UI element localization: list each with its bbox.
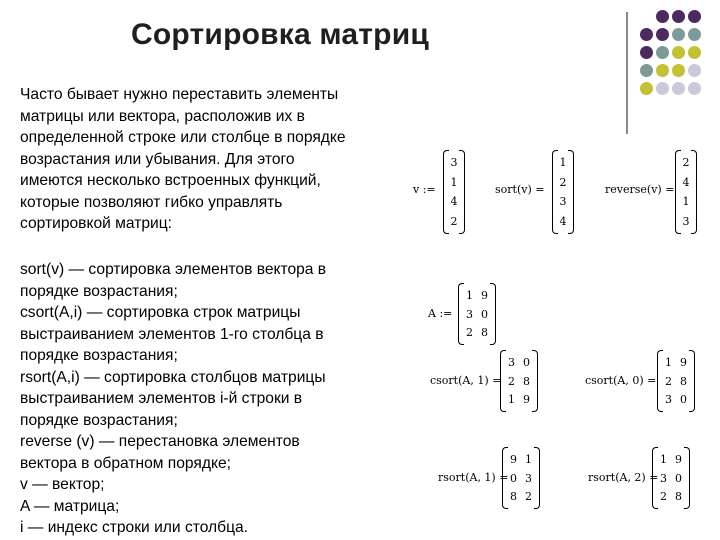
matrix-cell: 2	[682, 156, 690, 170]
matrix-cell: 8	[523, 374, 530, 388]
matrix-cell: 2	[559, 175, 567, 189]
slide-title: Сортировка матриц	[131, 18, 429, 51]
matrix-cell: 0	[675, 471, 682, 485]
decor-dot	[688, 64, 701, 77]
decor-dot	[688, 28, 701, 41]
vector-v	[443, 150, 465, 234]
matrix-cell: 1	[665, 355, 672, 369]
matrix-cell: 0	[523, 355, 530, 369]
math-label: v :=	[413, 183, 436, 196]
definition-line: rsort(A,i) — сортировка столбцов матрицы	[20, 368, 326, 386]
matrix-cell: 1	[682, 195, 690, 209]
definition-line: выстраиванием элементов i-й строки в	[20, 390, 303, 407]
definition-line: вектора в обратном порядке;	[20, 454, 231, 472]
math-label: A :=	[428, 307, 453, 320]
decor-dot	[672, 64, 685, 77]
decor-dot	[672, 28, 685, 41]
decor-dot	[688, 82, 701, 95]
matrix-csort-A1	[500, 350, 538, 412]
matrix-cell: 3	[682, 214, 690, 228]
definition-line: порядке возрастания;	[20, 282, 178, 300]
math-label: csort(A, 0) =	[585, 374, 657, 387]
matrix-cell: 3	[508, 355, 515, 369]
vector-reverse-v	[675, 150, 697, 234]
matrix-cell: 1	[525, 452, 532, 466]
definition-line: sort(v) — сортировка элементов вектора в	[20, 261, 327, 278]
matrix-cell: 4	[682, 175, 690, 189]
matrix-csort-A0	[657, 350, 695, 412]
matrix-cell: 3	[665, 393, 672, 407]
matrix-cell: 8	[510, 490, 517, 504]
math-label: rsort(A, 2) =	[588, 471, 659, 484]
matrix-cell: 9	[510, 452, 517, 466]
decor-dot	[656, 28, 669, 41]
matrix-cell: 8	[481, 326, 488, 340]
definitions-list	[20, 259, 430, 539]
matrix-cell: 2	[665, 374, 672, 388]
definition-line: порядке возрастания;	[20, 347, 178, 364]
decor-dot	[656, 64, 669, 77]
definition-line: A — матрица;	[20, 497, 120, 515]
matrix-cell: 9	[675, 452, 682, 466]
decor-dot	[656, 10, 669, 23]
math-label: reverse(v) =	[605, 183, 675, 196]
decor-dot	[640, 82, 653, 95]
matrix-cell: 8	[680, 374, 687, 388]
math-label: csort(A, 1) =	[430, 374, 502, 387]
matrix-cell: 4	[559, 214, 567, 228]
matrix-cell: 2	[660, 490, 667, 504]
math-label: sort(v) =	[495, 183, 545, 196]
matrix-cell: 9	[680, 355, 687, 369]
decor-dot	[688, 10, 701, 23]
matrix-cell: 8	[675, 490, 682, 504]
decor-dot	[640, 64, 653, 77]
definition-line: i — индекс строки или столбца.	[20, 519, 249, 536]
matrix-cell: 2	[525, 490, 532, 504]
matrix-cell: 3	[525, 471, 532, 485]
matrix-rsort-A1	[502, 447, 540, 509]
matrix-cell: 3	[660, 471, 667, 485]
decor-dot	[656, 82, 669, 95]
matrix-cell: 1	[559, 156, 567, 170]
paragraph-line: определенной строке или столбце в порядке	[20, 129, 346, 146]
decor-dot	[640, 28, 653, 41]
matrix-cell: 9	[481, 288, 488, 302]
matrix-cell: 3	[466, 307, 473, 321]
paragraph-line: Часто бывает нужно переставить элементы	[20, 86, 339, 103]
matrix-rsort-A2	[652, 447, 690, 509]
decor-dot	[672, 46, 685, 59]
matrix-cell: 2	[466, 326, 473, 340]
matrix-cell: 2	[508, 374, 515, 388]
decor-dot	[672, 82, 685, 95]
matrix-cell: 4	[450, 195, 458, 209]
decor-dot	[688, 46, 701, 59]
matrix-cell: 3	[559, 195, 567, 209]
decor-dot	[672, 10, 685, 23]
decor-dot-grid	[640, 10, 720, 120]
matrix-cell: 1	[508, 393, 515, 407]
matrix-cell: 1	[660, 452, 667, 466]
math-label: rsort(A, 1) =	[438, 471, 509, 484]
matrix-A	[458, 283, 496, 345]
definition-line: reverse (v) — перестановка элементов	[20, 433, 300, 450]
matrix-cell: 9	[523, 393, 530, 407]
matrix-cell: 0	[481, 307, 488, 321]
decor-dot	[640, 46, 653, 59]
definition-line: выстраиванием элементов 1-го столбца в	[20, 325, 324, 343]
matrix-cell: 1	[466, 288, 473, 302]
paragraph-line: сортировкой матриц:	[20, 215, 173, 232]
decor-dot	[656, 46, 669, 59]
paragraph-line: матрицы или вектора, расположив их в	[20, 107, 305, 125]
definition-line: csort(A,i) — сортировка строк матрицы	[20, 304, 301, 321]
matrix-cell: 2	[450, 214, 458, 228]
decor-divider	[626, 12, 628, 134]
intro-paragraph	[20, 84, 420, 235]
matrix-cell: 1	[450, 175, 458, 189]
definition-line: порядке возрастания;	[20, 411, 178, 429]
paragraph-line: возрастания или убывания. Для этого	[20, 150, 295, 168]
definition-line: v — вектор;	[20, 476, 105, 493]
vector-sort-v	[552, 150, 574, 234]
matrix-cell: 0	[680, 393, 687, 407]
paragraph-line: которые позволяют гибко управлять	[20, 193, 283, 211]
matrix-cell: 0	[510, 471, 517, 485]
paragraph-line: имеются несколько встроенных функций,	[20, 172, 321, 189]
matrix-cell: 3	[450, 156, 458, 170]
